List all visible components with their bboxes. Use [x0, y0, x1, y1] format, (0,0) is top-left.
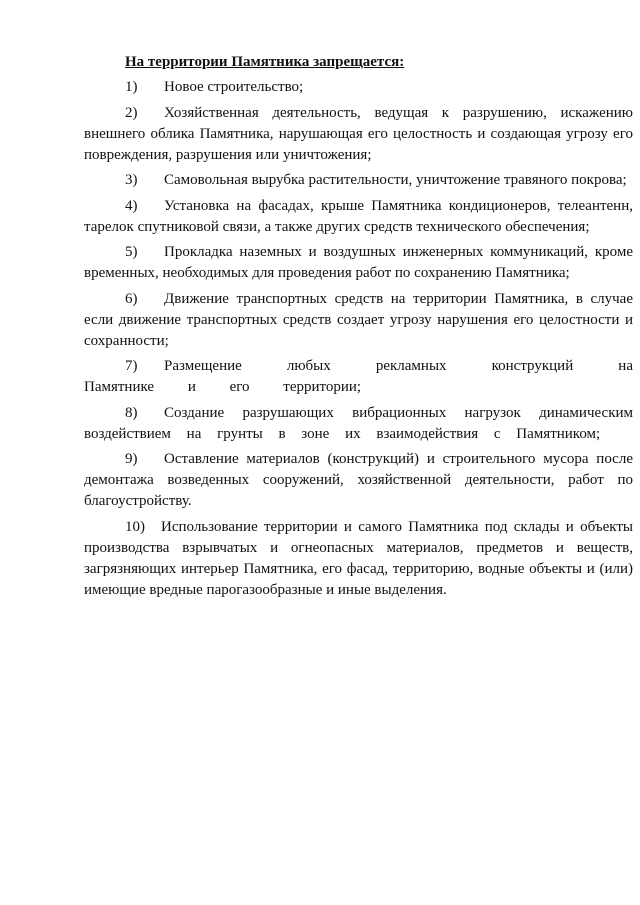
item-text: Использование территории и самого Памятника под склады и объекты производства взрывчатых и огнеопасных материалов, предметов и веществ, загрязняющих интерьер Памятника, его фасад, территорию, водные объекты и (или) имеющие вредные парогазообразные и иные выделения.: [84, 518, 633, 598]
item-text: Движение транспортных средств на территории Памятника, в случае если движение транспортных средств создает угрозу нарушения его целостности и сохранности;: [84, 290, 633, 349]
item-number: 1): [125, 79, 138, 95]
list-item: [84, 170, 633, 191]
section-heading: На территории Памятника запрещается:: [125, 54, 405, 70]
item-text: Размещение любых рекламных конструкций на Памятнике и его территории;: [84, 358, 633, 395]
item-number: 3): [125, 172, 138, 188]
list-item: [84, 449, 633, 512]
item-number: 7): [125, 358, 138, 374]
item-number: 2): [125, 104, 138, 121]
item-number: 6): [125, 290, 138, 307]
list-item: [84, 517, 633, 601]
list-item: [84, 403, 633, 445]
item-text: Создание разрушающих вибрационных нагрузок динамическим воздействием на грунты в зоне их взаимодействия с Памятником;: [84, 404, 633, 442]
item-text: Оставление материалов (конструкций) и строительного мусора после демонтажа возведенных сооружений, хозяйственной деятельности, работ по благоустройству.: [84, 451, 633, 509]
item-text: Новое строительство;: [164, 79, 304, 95]
list-item: [84, 289, 633, 352]
item-number: 10): [125, 518, 145, 535]
item-number: 9): [125, 451, 138, 467]
item-text: Хозяйственная деятельность, ведущая к разрушению, искажению внешнего облика Памятника, нарушающая его целостность и создающая угрозу его повреждения, разрушения или уничтожения;: [84, 104, 633, 163]
list-item: [84, 196, 633, 238]
item-text: Прокладка наземных и воздушных инженерных коммуникаций, кроме временных, необходимых для проведения работ по сохранению Памятника;: [84, 244, 633, 281]
item-number: 5): [125, 244, 138, 260]
list-item: [84, 242, 633, 284]
item-number: 8): [125, 404, 138, 421]
item-number: 4): [125, 197, 138, 214]
item-text: Самовольная вырубка растительности, уничтожение травяного покрова;: [164, 172, 627, 188]
item-text: Установка на фасадах, крыше Памятника кондиционеров, телеантенн, тарелок спутниковой связи, а также других средств технического обеспечения;: [84, 197, 633, 235]
list-item: [84, 77, 633, 98]
list-item: [84, 103, 633, 166]
list-item: [84, 356, 633, 398]
prohibitions-list: [84, 77, 633, 601]
